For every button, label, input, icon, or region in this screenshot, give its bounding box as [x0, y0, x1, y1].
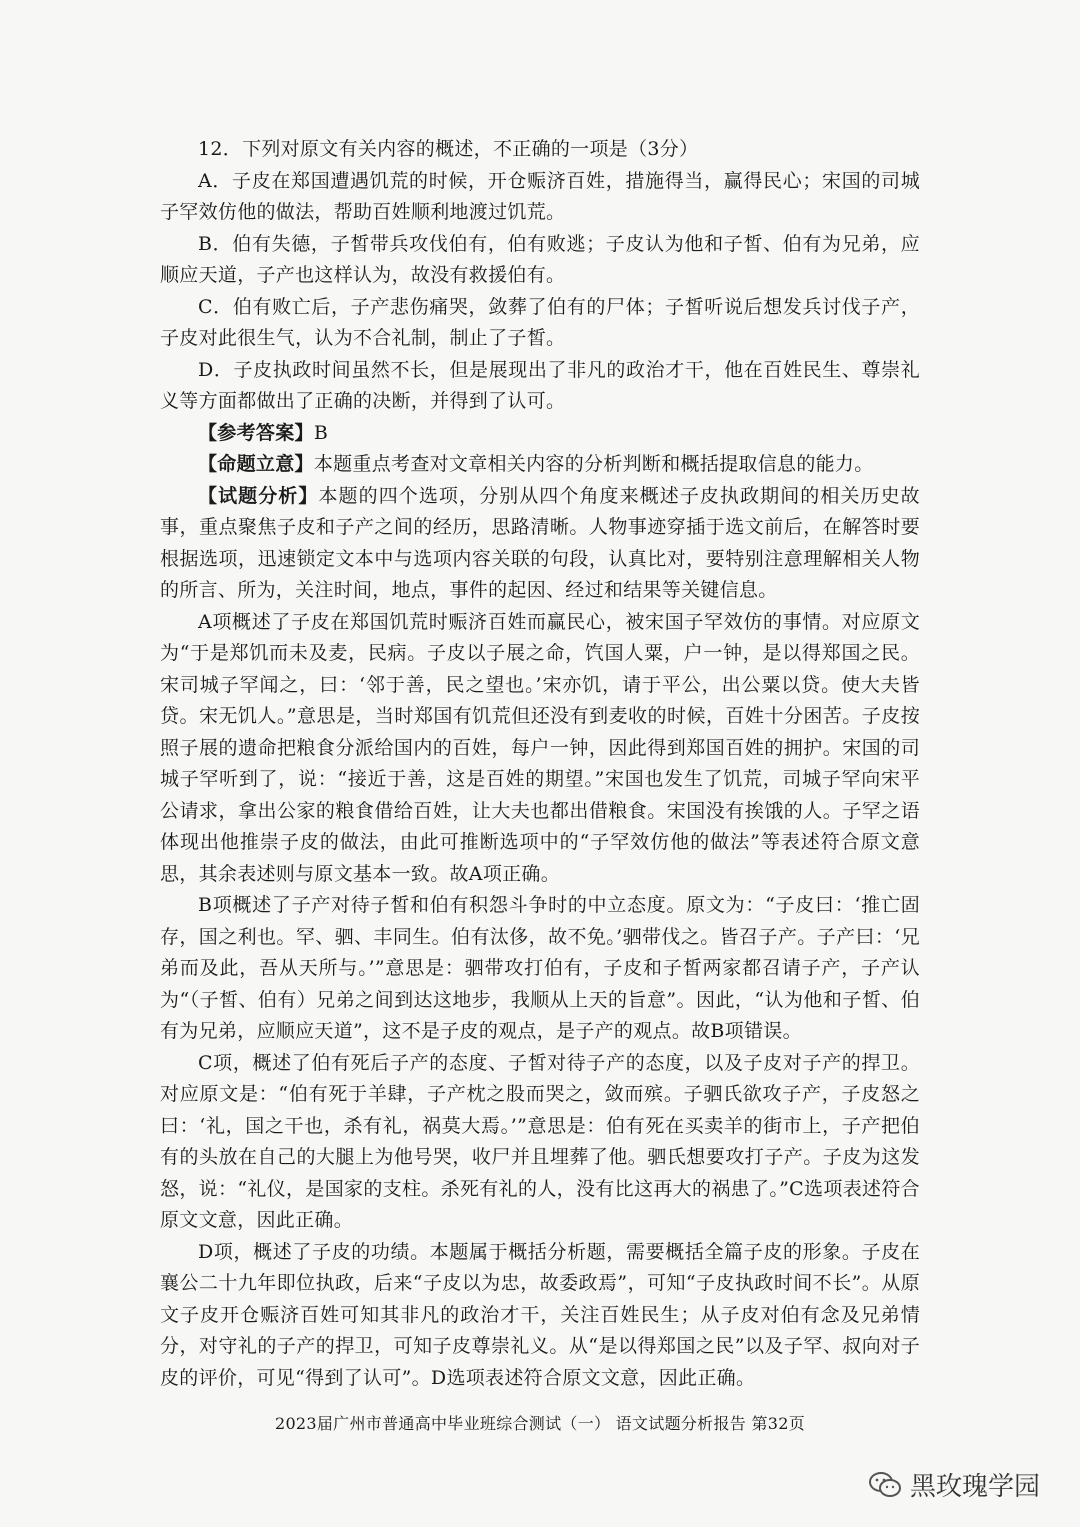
answer-label: 【参考答案】 [198, 421, 314, 444]
answer-value: B [313, 421, 329, 444]
answer-line [160, 418, 920, 450]
option-b: B．伯有失德，子皙带兵攻伐伯有，伯有败逃；子皮认为他和子皙、伯有为兄弟，应顺应天道，子产也这样认为，故没有救援伯有。 [160, 232, 920, 286]
analysis-option-a: A项概述了子皮在郑国饥荒时赈济百姓而赢民心，被宋国子罕效仿的事情。对应原文为“于是郑饥而未及麦，民病。子皮以子展之命，饩国人粟，户一钟，是以得郑国之民。宋司城子罕闻之，曰：‘邻于善，民之望也。’宋亦饥，请于平公，出公粟以贷。使大夫皆贷。宋无饥人。”意思是，当时郑国有饥荒但还没有到麦收的时候，百姓十分困苦。子皮按照子展的遗命把粮食分派给国内的百姓，每户一钟，因此得到郑国百姓的拥护。宋国的司城子罕听到了，说：“接近于善，这是百姓的期望。”宋国也发生了饥荒，司城子罕向宋平公请求，拿出公家的粮食借给百姓，让大夫也都出借粮食。宋国没有挨饿的人。子罕之语体现出他推崇子皮的做法，由此可推断选项中的“子罕效仿他的做法”等表述符合原文意思，其余表述则与原文基本一致。故A项正确。 [160, 610, 920, 885]
option-a: A．子皮在郑国遭遇饥荒的时候，开仓赈济百姓，措施得当，赢得民心；宋国的司城子罕效仿他的做法，帮助百姓顺利地渡过饥荒。 [160, 169, 920, 223]
analysis-option-d: D项，概述了子皮的功绩。本题属于概括分析题，需要概括全篇子皮的形象。子皮在襄公二十九年即位执政，后来“子皮以为忠，故委政焉”，可知“子皮执政时间不长”。从原文子皮开仓赈济百姓可知其非凡的政治才干，关注百姓民生；从子皮对伯有念及兄弟情分，对守礼的子产的捍卫，可知子皮尊崇礼义。从“是以得郑国之民”以及子罕、叔向对子皮的评价，可见“得到了认可”。D选项表述符合原文文意，因此正确。 [160, 1240, 920, 1389]
wechat-icon [868, 1470, 902, 1500]
analysis-text: 本题的四个选项，分别从四个角度来概述子皮执政期间的相关历史故事，重点聚焦子皮和子产之间的经历，思路清晰。人物事迹穿插于选文前后，在解答时要根据选项，迅速锁定文本中与选项内容关联的句段，认真比对，要特别注意理解相关人物的所言、所为，关注时间，地点，事件的起因、经过和结果等关键信息。 [160, 484, 920, 601]
document-body [160, 134, 920, 1394]
analysis-option-c: C项，概述了伯有死后子产的态度、子皙对待子产的态度，以及子皮对子产的捍卫。对应原文是：“伯有死于羊肆，子产枕之股而哭之，敛而殡。子驷氏欲攻子产，子皮怒之曰：‘礼，国之干也，杀有礼，祸莫大焉。’”意思是：伯有死在买卖羊的街市上，子产把伯有的头放在自己的大腿上为他号哭，收尸并且埋葬了他。驷氏想要攻打子产。子皮为这发怒，说：“礼仪，是国家的支柱。杀死有礼的人，没有比这再大的祸患了。”C选项表述符合原文文意，因此正确。 [160, 1051, 920, 1231]
watermark-text: 黑玫瑰学园 [909, 1472, 1040, 1502]
option-d: D．子皮执政时间虽然不长，但是展现出了非凡的政治才干，他在百姓民生、尊崇礼义等方面都做出了正确的决断，并得到了认可。 [160, 358, 920, 412]
analysis-label: 【试题分析】 [198, 484, 319, 507]
intent-label: 【命题立意】 [198, 453, 314, 475]
page-footer: 2023届广州市普通高中毕业班综合测试（一） 语文试题分析报告 第32页 [274, 1414, 806, 1433]
question-stem: 12．下列对原文有关内容的概述，不正确的一项是（3分） [198, 138, 699, 160]
analysis-intro [160, 481, 920, 607]
intent-line [160, 449, 920, 481]
option-c: C．伯有败亡后，子产悲伤痛哭，敛葬了伯有的尸体；子皙听说后想发兵讨伐子产，子皮对此很生气，认为不合礼制，制止了子皙。 [160, 295, 920, 349]
watermark [868, 1466, 1040, 1503]
analysis-option-b: B项概述了子产对待子皙和伯有积怨斗争时的中立态度。原文为：“子皮曰：‘推亡固存，国之利也。罕、驷、丰同生。伯有汰侈，故不免。’驷带伐之。皆召子产。子产曰：‘兄弟而及此，吾从天所与。’”意思是：驷带攻打伯有，子皮和子皙两家都召请子产，子产认为“（子皙、伯有）兄弟之间到达这地步，我顺从上天的旨意”。因此，“认为他和子皙、伯有为兄弟，应顺应天道”，这不是子皮的观点，是子产的观点。故B项错误。 [160, 894, 920, 1042]
intent-text: 本题重点考查对文章相关内容的分析判断和概括提取信息的能力。 [313, 453, 874, 475]
